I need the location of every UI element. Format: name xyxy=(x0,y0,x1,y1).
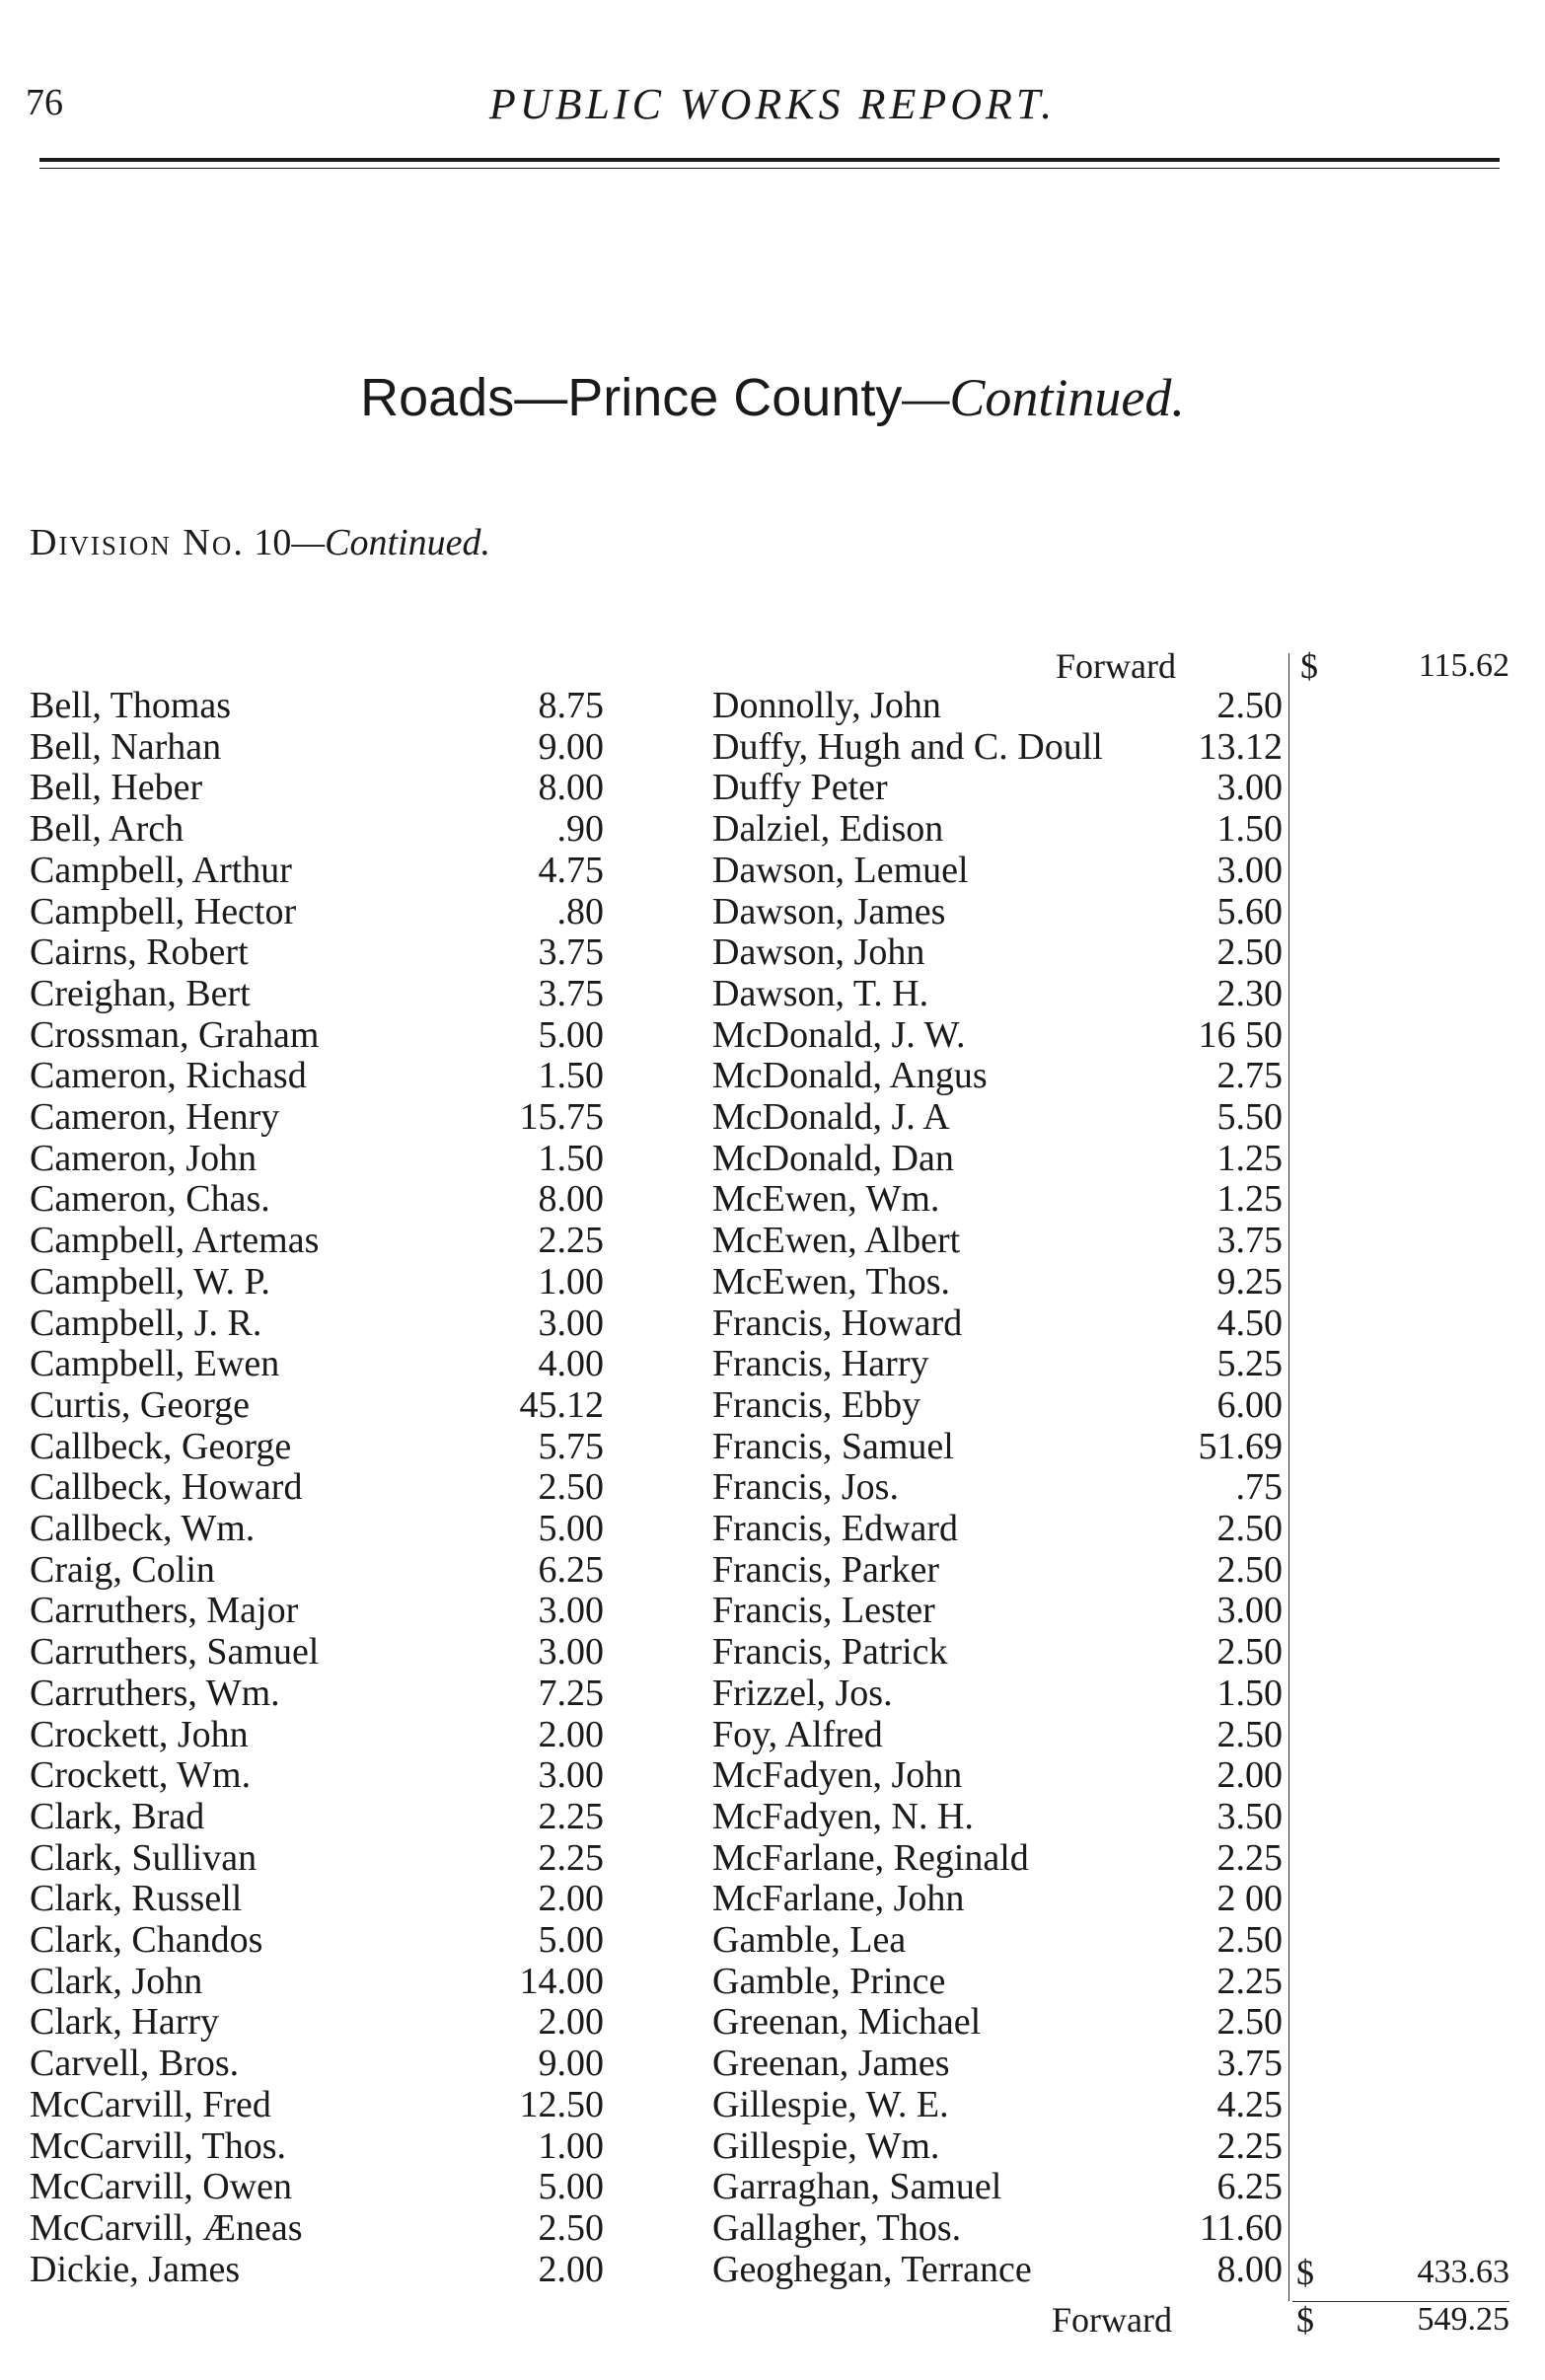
ledger-row xyxy=(30,2125,610,2167)
ledger-amount: 3.50 xyxy=(1216,1795,1283,1837)
ledger-name: Francis, Howard xyxy=(712,1302,963,1344)
ledger-name: Cameron, Henry xyxy=(30,1096,280,1138)
ledger-amount: 13.12 xyxy=(1198,725,1283,768)
header-rule-thin xyxy=(39,168,1500,169)
ledger-row xyxy=(30,1714,610,1755)
ledger-row xyxy=(712,685,1288,726)
ledger-name: Francis, Patrick xyxy=(712,1631,948,1673)
division-label: Division No. xyxy=(30,522,245,563)
ledger-row xyxy=(712,1096,1288,1138)
ledger-name: McDonald, J. A xyxy=(712,1096,950,1138)
ledger-amount: 2.30 xyxy=(1216,972,1283,1014)
ledger-row xyxy=(30,1796,610,1837)
ledger-row xyxy=(712,1178,1288,1220)
ledger-row xyxy=(712,1220,1288,1261)
ledger-amount: .75 xyxy=(1235,1466,1283,1509)
ledger-amount: 2.50 xyxy=(538,2206,604,2249)
ledger-name: Geoghegan, Terrance xyxy=(712,2248,1032,2290)
ledger-row xyxy=(712,2125,1288,2167)
ledger-row xyxy=(30,1754,610,1796)
ledger-amount: 1.00 xyxy=(538,2124,604,2167)
ledger-amount: 9.25 xyxy=(1216,1260,1283,1302)
ledger-name: Craig, Colin xyxy=(30,1548,215,1591)
ledger-amount: .90 xyxy=(556,808,604,851)
ledger-amount: 11.60 xyxy=(1199,2206,1283,2249)
ledger-name: Greenan, James xyxy=(712,2043,950,2085)
ledger-name: McFadyen, John xyxy=(712,1754,963,1797)
ledger-row xyxy=(712,1590,1288,1631)
ledger-name: Cameron, Chas. xyxy=(30,1178,270,1221)
ledger-amount: 4.25 xyxy=(1216,2083,1283,2125)
ledger-amount: 2.25 xyxy=(538,1795,604,1837)
ledger-name: McCarvill, Fred xyxy=(30,2083,271,2125)
ledger-amount: 45.12 xyxy=(519,1383,604,1426)
ledger-name: Cameron, John xyxy=(30,1137,258,1179)
ledger-row xyxy=(712,1754,1288,1796)
ledger-amount: 51.69 xyxy=(1198,1425,1283,1467)
ledger-row xyxy=(712,2001,1288,2043)
division-total-dollar: $ xyxy=(1296,2253,1314,2292)
ledger-row xyxy=(712,1919,1288,1961)
ledger-row xyxy=(30,808,610,850)
ledger-row xyxy=(30,1261,610,1302)
ledger-amount: 2.25 xyxy=(1216,2124,1283,2167)
ledger-name: Clark, Chandos xyxy=(30,1919,263,1961)
ledger-name: Clark, Russell xyxy=(30,1878,243,1920)
ledger-amount: 2.50 xyxy=(1216,1508,1283,1549)
ledger-name: Campbell, Hector xyxy=(30,890,297,932)
ledger-row xyxy=(30,726,610,768)
ledger-row xyxy=(712,1837,1288,1879)
ledger-row xyxy=(30,1096,610,1138)
ledger-name: Clark, Brad xyxy=(30,1795,205,1837)
ledger-row xyxy=(30,685,610,726)
ledger-row xyxy=(30,850,610,891)
ledger-amount: 3.00 xyxy=(538,1302,604,1344)
ledger-amount: 3.75 xyxy=(538,972,604,1014)
ledger-row xyxy=(30,1590,610,1631)
ledger-row xyxy=(712,1055,1288,1096)
forward-bottom-amount: 549.25 xyxy=(1417,2301,1509,2338)
ledger-row xyxy=(30,1961,610,2002)
ledger-name: Greenan, Michael xyxy=(712,2001,982,2044)
ledger-name: Campbell, Ewen xyxy=(30,1343,280,1385)
ledger-name: Bell, Heber xyxy=(30,767,203,809)
ledger-name: Francis, Edward xyxy=(712,1508,959,1549)
ledger-name: Crockett, Wm. xyxy=(30,1754,252,1797)
ledger-row xyxy=(712,1014,1288,1056)
ledger-name: Francis, Harry xyxy=(712,1343,929,1385)
ledger-name: Crockett, John xyxy=(30,1713,249,1755)
ledger-name: Bell, Narhan xyxy=(30,725,222,768)
forward-bottom-label: Forward xyxy=(1052,2300,1172,2340)
section-title-continued: —Continued. xyxy=(902,368,1185,427)
ledger-amount: 6.00 xyxy=(1216,1383,1283,1426)
ledger-row xyxy=(712,726,1288,768)
division-continued: —Continued. xyxy=(291,522,490,563)
ledger-amount: 9.00 xyxy=(538,725,604,768)
ledger-name: McFarlane, John xyxy=(712,1878,965,1920)
ledger-row xyxy=(30,2001,610,2043)
ledger-amount: 3.75 xyxy=(1216,2043,1283,2085)
ledger-name: Gamble, Lea xyxy=(712,1919,907,1961)
ledger-name: Gallagher, Thos. xyxy=(712,2206,962,2249)
ledger-name: Gamble, Prince xyxy=(712,1960,946,2002)
ledger-amount: 4.50 xyxy=(1216,1302,1283,1344)
division-total-amount: 433.63 xyxy=(1417,2254,1509,2290)
ledger-row xyxy=(712,2043,1288,2084)
ledger-amount: 3.00 xyxy=(1216,1590,1283,1632)
ledger-name: McDonald, Dan xyxy=(712,1137,954,1179)
ledger-row xyxy=(30,1014,610,1056)
ledger-name: Carruthers, Wm. xyxy=(30,1672,280,1714)
running-head: PUBLIC WORKS REPORT. xyxy=(488,80,1057,128)
ledger-name: Dawson, T. H. xyxy=(712,972,929,1014)
ledger-row xyxy=(712,1138,1288,1179)
ledger-row xyxy=(712,2084,1288,2125)
ledger-name: Carruthers, Major xyxy=(30,1590,299,1632)
ledger-amount: 2.50 xyxy=(1216,1919,1283,1961)
ledger-amount: 7.25 xyxy=(538,1672,604,1714)
ledger-amount: 8.00 xyxy=(538,767,604,809)
ledger-name: Dawson, Lemuel xyxy=(712,849,969,891)
ledger-name: Francis, Parker xyxy=(712,1548,940,1591)
ledger-row xyxy=(712,1466,1288,1508)
forward-bottom-dollar: $ xyxy=(1296,2300,1314,2340)
ledger-amount: 4.75 xyxy=(538,849,604,891)
ledger-name: Bell, Arch xyxy=(30,808,184,851)
ledger-amount: 2.50 xyxy=(538,1466,604,1509)
ledger-row xyxy=(30,2166,610,2207)
ledger-amount: 2.25 xyxy=(1216,1836,1283,1879)
ledger-amount: 6.25 xyxy=(538,1548,604,1591)
ledger-row xyxy=(712,1714,1288,1755)
ledger-row xyxy=(30,1220,610,1261)
ledger-name: McCarvill, Owen xyxy=(30,2166,292,2208)
ledger-name: Foy, Alfred xyxy=(712,1713,883,1755)
ledger-row xyxy=(712,1796,1288,1837)
ledger-amount: 2.25 xyxy=(538,1220,604,1262)
ledger-row xyxy=(30,1178,610,1220)
ledger-amount: 8.00 xyxy=(538,1178,604,1221)
ledger-row xyxy=(30,2043,610,2084)
ledger-name: Dickie, James xyxy=(30,2248,241,2290)
ledger-amount: 16 50 xyxy=(1198,1013,1283,1056)
ledger-row xyxy=(712,1549,1288,1591)
ledger-row xyxy=(30,2207,610,2249)
ledger-row xyxy=(712,808,1288,850)
ledger-name: Campbell, W. P. xyxy=(30,1260,270,1302)
forward-top-dollar: $ xyxy=(1300,646,1318,686)
ledger-name: Dawson, James xyxy=(712,890,946,932)
ledger-name: McFarlane, Reginald xyxy=(712,1836,1029,1879)
ledger-name: Gillespie, Wm. xyxy=(712,2124,940,2167)
ledger-row xyxy=(30,2249,610,2290)
page-number: 76 xyxy=(26,82,63,123)
ledger-amount: 2.50 xyxy=(1216,1713,1283,1755)
ledger-name: McFadyen, N. H. xyxy=(712,1795,974,1837)
ledger-amount: 2.25 xyxy=(1216,1960,1283,2002)
ledger-name: Cameron, Richasd xyxy=(30,1055,307,1097)
ledger-row xyxy=(712,1673,1288,1714)
ledger-amount: 2.50 xyxy=(1216,1548,1283,1591)
ledger-amount: 2 00 xyxy=(1216,1878,1283,1920)
ledger-row xyxy=(712,767,1288,808)
ledger-amount: 5.00 xyxy=(538,1508,604,1549)
ledger-name: Francis, Jos. xyxy=(712,1466,899,1509)
ledger-amount: 3.00 xyxy=(1216,767,1283,809)
ledger-name: Dalziel, Edison xyxy=(712,808,944,851)
ledger-row xyxy=(30,1384,610,1426)
ledger-amount: 5.00 xyxy=(538,1013,604,1056)
ledger-row xyxy=(30,1631,610,1673)
ledger-row xyxy=(712,931,1288,973)
ledger-amount: 3.75 xyxy=(1216,1220,1283,1262)
ledger-row xyxy=(30,1343,610,1384)
ledger-name: Curtis, George xyxy=(30,1383,251,1426)
ledger-amount: 2.75 xyxy=(1216,1055,1283,1097)
section-title-text: Roads—Prince County xyxy=(360,368,903,427)
ledger-amount: 2.00 xyxy=(1216,1754,1283,1797)
ledger-amount: 5.60 xyxy=(1216,890,1283,932)
ledger-row xyxy=(712,1961,1288,2002)
ledger-amount: 5.00 xyxy=(538,1919,604,1961)
ledger-name: Francis, Ebby xyxy=(712,1383,921,1426)
ledger-amount: 3.00 xyxy=(1216,849,1283,891)
ledger-name: Bell, Thomas xyxy=(30,685,232,726)
ledger-row xyxy=(30,1878,610,1919)
ledger-row xyxy=(712,1878,1288,1919)
ledger-row xyxy=(712,1508,1288,1549)
ledger-amount: 8.00 xyxy=(1216,2248,1283,2290)
ledger-amount: 9.00 xyxy=(538,2043,604,2085)
ledger-name: Francis, Samuel xyxy=(712,1425,954,1467)
forward-top-amount: 115.62 xyxy=(1418,647,1509,684)
ledger-row xyxy=(30,1919,610,1961)
ledger-amount: 5.75 xyxy=(538,1425,604,1467)
ledger-row xyxy=(30,1302,610,1344)
ledger-amount: 2.50 xyxy=(1216,685,1283,726)
ledger-row xyxy=(712,1302,1288,1344)
ledger-name: Carruthers, Samuel xyxy=(30,1631,320,1673)
ledger-name: Creighan, Bert xyxy=(30,972,251,1014)
ledger-row xyxy=(30,891,610,932)
ledger-amount: 14.00 xyxy=(519,1960,604,2002)
ledger-name: Clark, Harry xyxy=(30,2001,220,2044)
ledger-name: Campbell, J. R. xyxy=(30,1302,262,1344)
ledger-row xyxy=(712,2249,1288,2290)
ledger-row xyxy=(30,1673,610,1714)
ledger-amount: 5.00 xyxy=(538,2166,604,2208)
ledger-row xyxy=(712,2166,1288,2207)
ledger-name: McDonald, J. W. xyxy=(712,1013,966,1056)
ledger-amount: 4.00 xyxy=(538,1343,604,1385)
ledger-row xyxy=(30,2084,610,2125)
ledger-name: Francis, Lester xyxy=(712,1590,935,1632)
ledger-name: Clark, John xyxy=(30,1960,203,2002)
ledger-name: Gillespie, W. E. xyxy=(712,2083,949,2125)
ledger-amount: 1.50 xyxy=(538,1137,604,1179)
column-rule xyxy=(1288,653,1289,2301)
ledger-amount: 12.50 xyxy=(519,2083,604,2125)
ledger-amount: 15.75 xyxy=(519,1096,604,1138)
ledger-row xyxy=(30,767,610,808)
ledger-amount: 2.00 xyxy=(538,1713,604,1755)
ledger-amount: 1.00 xyxy=(538,1260,604,1302)
ledger-row xyxy=(30,1466,610,1508)
ledger-row xyxy=(712,2207,1288,2249)
ledger-amount: 1.25 xyxy=(1216,1137,1283,1179)
ledger-amount: 5.50 xyxy=(1216,1096,1283,1138)
ledger-name: Carvell, Bros. xyxy=(30,2043,240,2085)
ledger-row xyxy=(712,1426,1288,1467)
ledger-name: Dawson, John xyxy=(712,931,925,974)
ledger-row xyxy=(712,1343,1288,1384)
ledger-amount: 1.50 xyxy=(1216,808,1283,851)
ledger-row xyxy=(712,973,1288,1014)
ledger-amount: 2.00 xyxy=(538,1878,604,1920)
ledger-name: Frizzel, Jos. xyxy=(712,1672,893,1714)
ledger-row xyxy=(30,1138,610,1179)
ledger-amount: 8.75 xyxy=(538,685,604,726)
ledger-row xyxy=(712,1384,1288,1426)
ledger-row xyxy=(712,1631,1288,1673)
ledger-name: Donnolly, John xyxy=(712,685,941,726)
ledger-name: Callbeck, Wm. xyxy=(30,1508,256,1549)
ledger-name: McEwen, Wm. xyxy=(712,1178,940,1221)
ledger-amount: 1.25 xyxy=(1216,1178,1283,1221)
ledger-amount: 2.50 xyxy=(1216,2001,1283,2044)
ledger-name: McDonald, Angus xyxy=(712,1055,988,1097)
ledger-row xyxy=(30,1508,610,1549)
header-rule xyxy=(39,158,1500,162)
ledger-amount: 5.25 xyxy=(1216,1343,1283,1385)
forward-top-label: Forward xyxy=(1056,646,1176,686)
ledger-amount: 2.50 xyxy=(1216,931,1283,974)
ledger-name: Duffy, Hugh and C. Doull xyxy=(712,725,1103,768)
ledger-amount: 3.75 xyxy=(538,931,604,974)
ledger-amount: 3.00 xyxy=(538,1631,604,1673)
division-heading xyxy=(30,521,490,564)
ledger-amount: 3.00 xyxy=(538,1754,604,1797)
ledger-row xyxy=(30,931,610,973)
ledger-row xyxy=(30,1549,610,1591)
ledger-amount: 6.25 xyxy=(1216,2166,1283,2208)
ledger-row xyxy=(712,850,1288,891)
ledger-name: Campbell, Artemas xyxy=(30,1220,320,1262)
ledger-amount: 2.50 xyxy=(1216,1631,1283,1673)
division-number: 10 xyxy=(254,522,292,563)
ledger-name: Callbeck, George xyxy=(30,1425,292,1467)
ledger-amount: 1.50 xyxy=(1216,1672,1283,1714)
ledger-row xyxy=(712,891,1288,932)
section-title xyxy=(0,367,1545,428)
ledger-row xyxy=(30,973,610,1014)
ledger-name: Crossman, Graham xyxy=(30,1013,320,1056)
ledger-amount: 2.00 xyxy=(538,2001,604,2044)
ledger-amount: 2.00 xyxy=(538,2248,604,2290)
ledger-amount: 2.25 xyxy=(538,1836,604,1879)
ledger-row xyxy=(30,1837,610,1879)
ledger-name: McEwen, Thos. xyxy=(712,1260,950,1302)
ledger-name: McEwen, Albert xyxy=(712,1220,961,1262)
ledger-name: Cairns, Robert xyxy=(30,931,249,974)
ledger-name: Garraghan, Samuel xyxy=(712,2166,1002,2208)
ledger-amount: 3.00 xyxy=(538,1590,604,1632)
ledger-name: Clark, Sullivan xyxy=(30,1836,258,1879)
ledger-name: Campbell, Arthur xyxy=(30,849,292,891)
ledger-amount: .80 xyxy=(556,890,604,932)
ledger-name: McCarvill, Thos. xyxy=(30,2124,287,2167)
ledger-row xyxy=(712,1261,1288,1302)
ledger-amount: 1.50 xyxy=(538,1055,604,1097)
ledger-name: McCarvill, Æneas xyxy=(30,2206,303,2249)
ledger-name: Callbeck, Howard xyxy=(30,1466,303,1509)
ledger-row xyxy=(30,1055,610,1096)
ledger-row xyxy=(30,1426,610,1467)
ledger-name: Duffy Peter xyxy=(712,767,888,809)
